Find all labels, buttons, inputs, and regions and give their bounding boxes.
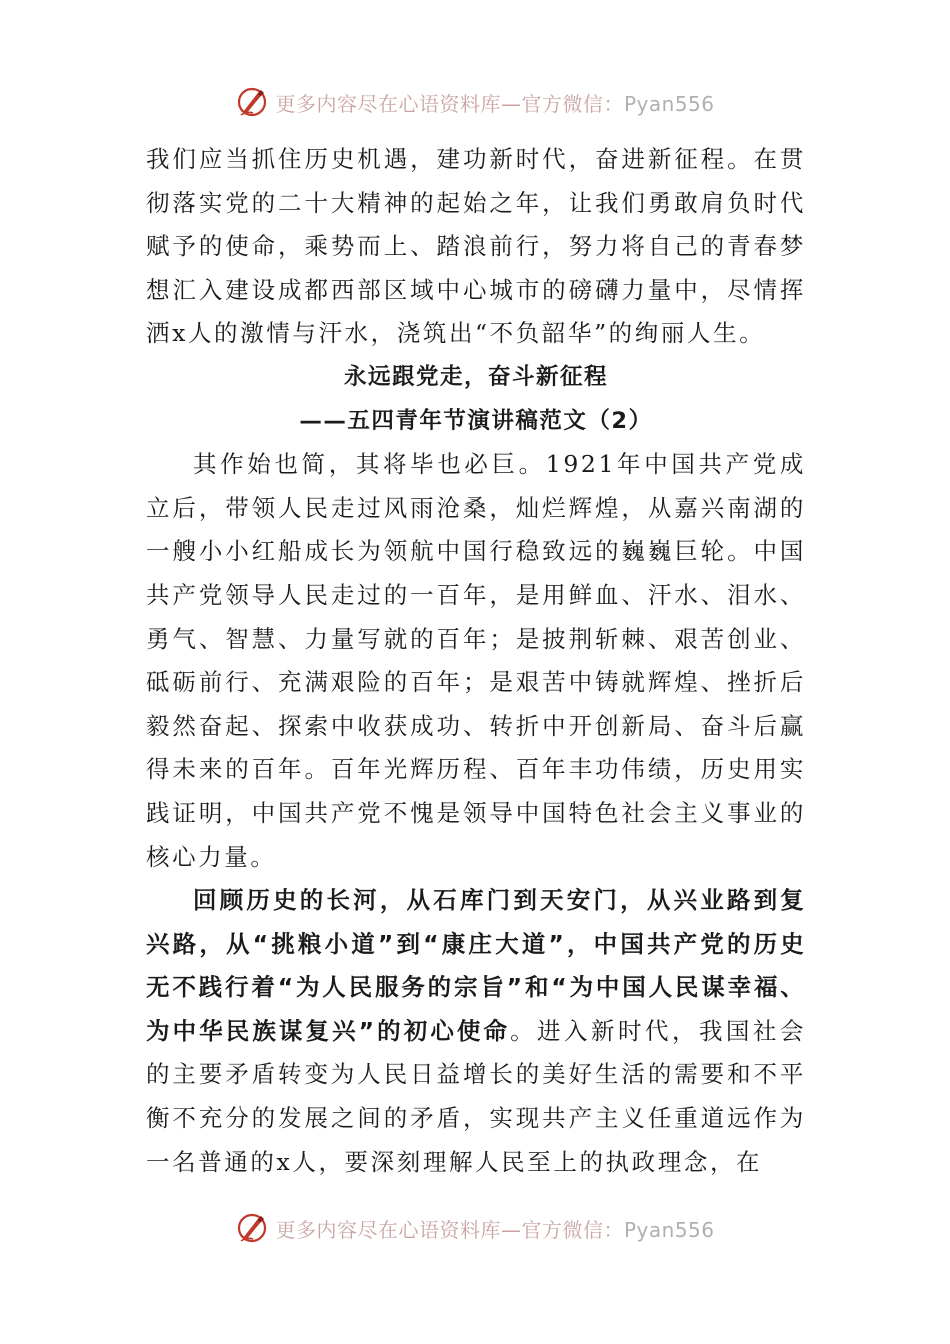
footer-banner bbox=[0, 1208, 950, 1248]
paragraph-review bbox=[146, 879, 806, 1184]
footer-banner-content bbox=[235, 1211, 714, 1245]
article-title: 永远跟党走，奋斗新征程 bbox=[343, 363, 608, 390]
paragraph-review-rest: 。进入新时代，我国社会的主要矛盾转变为人民日益增长的美好生活的需要和不平衡不充分的发展之间的矛盾，实现共产主义任重道远作为一名普通的x人，要深刻理解人民至上的执政理念，在 bbox=[146, 1016, 806, 1176]
footer-banner-dash: — bbox=[500, 1217, 522, 1242]
header-banner-dash: — bbox=[500, 91, 522, 116]
footer-banner-id: Pyan556 bbox=[623, 1217, 715, 1242]
header-banner-main: 更多内容尽在心语资料库 bbox=[275, 91, 501, 116]
footer-banner-wechat: 官方微信： bbox=[521, 1217, 624, 1242]
header-banner bbox=[0, 82, 950, 122]
paragraph-history: 其作始也简，其将毕也必巨。1921年中国共产党成立后，带领人民走过风雨沧桑，灿烂辉煌，从嘉兴南湖的一艘小小红船成长为领航中国行稳致远的巍巍巨轮。中国共产党领导人民走过的一百年，是用鲜血、汗水、泪水、勇气、智慧、力量写就的百年；是披荆斩棘、艰苦创业、砥砺前行、充满艰险的百年；是艰苦中铸就辉煌、挫折后毅然奋起、探索中收获成功、转折中开创新局、奋斗后赢得未来的百年。百年光辉历程、百年丰功伟绩，历史用实践证明，中国共产党不愧是领导中国特色社会主义事业的核心力量。 bbox=[146, 450, 806, 871]
paragraph-intro: 我们应当抓住历史机遇，建功新时代，奋进新征程。在贯彻落实党的二十大精神的起始之年，让我们勇敢肩负时代赋予的使命，乘势而上、踏浪前行，努力将自己的青春梦想汇入建设成都西部区域中心城市的磅礴力量中，尽情挥洒x人的激情与汗水，浇筑出“不负韶华”的绚丽人生。 bbox=[146, 145, 806, 348]
document-body bbox=[146, 138, 806, 1184]
pen-circle-logo-icon bbox=[235, 1211, 269, 1245]
footer-banner-main: 更多内容尽在心语资料库 bbox=[275, 1217, 501, 1242]
header-banner-text bbox=[275, 88, 714, 117]
paragraph-review-bold: 回顾历史的长河，从石库门到天安门，从兴业路到复兴路，从“挑粮小道”到“康庄大道”，中国共产党的历史无不践行着“为人民服务的宗旨”和“为中国人民谋幸福、为中华民族谋复兴”的初心使命 bbox=[146, 886, 806, 1045]
article-subtitle: ——五四青年节演讲稿范文（2） bbox=[299, 407, 653, 434]
pen-circle-logo-icon bbox=[235, 85, 269, 119]
header-banner-content bbox=[235, 85, 714, 119]
header-banner-id: Pyan556 bbox=[623, 91, 715, 116]
header-banner-wechat: 官方微信： bbox=[521, 91, 624, 116]
footer-banner-text bbox=[275, 1214, 714, 1243]
